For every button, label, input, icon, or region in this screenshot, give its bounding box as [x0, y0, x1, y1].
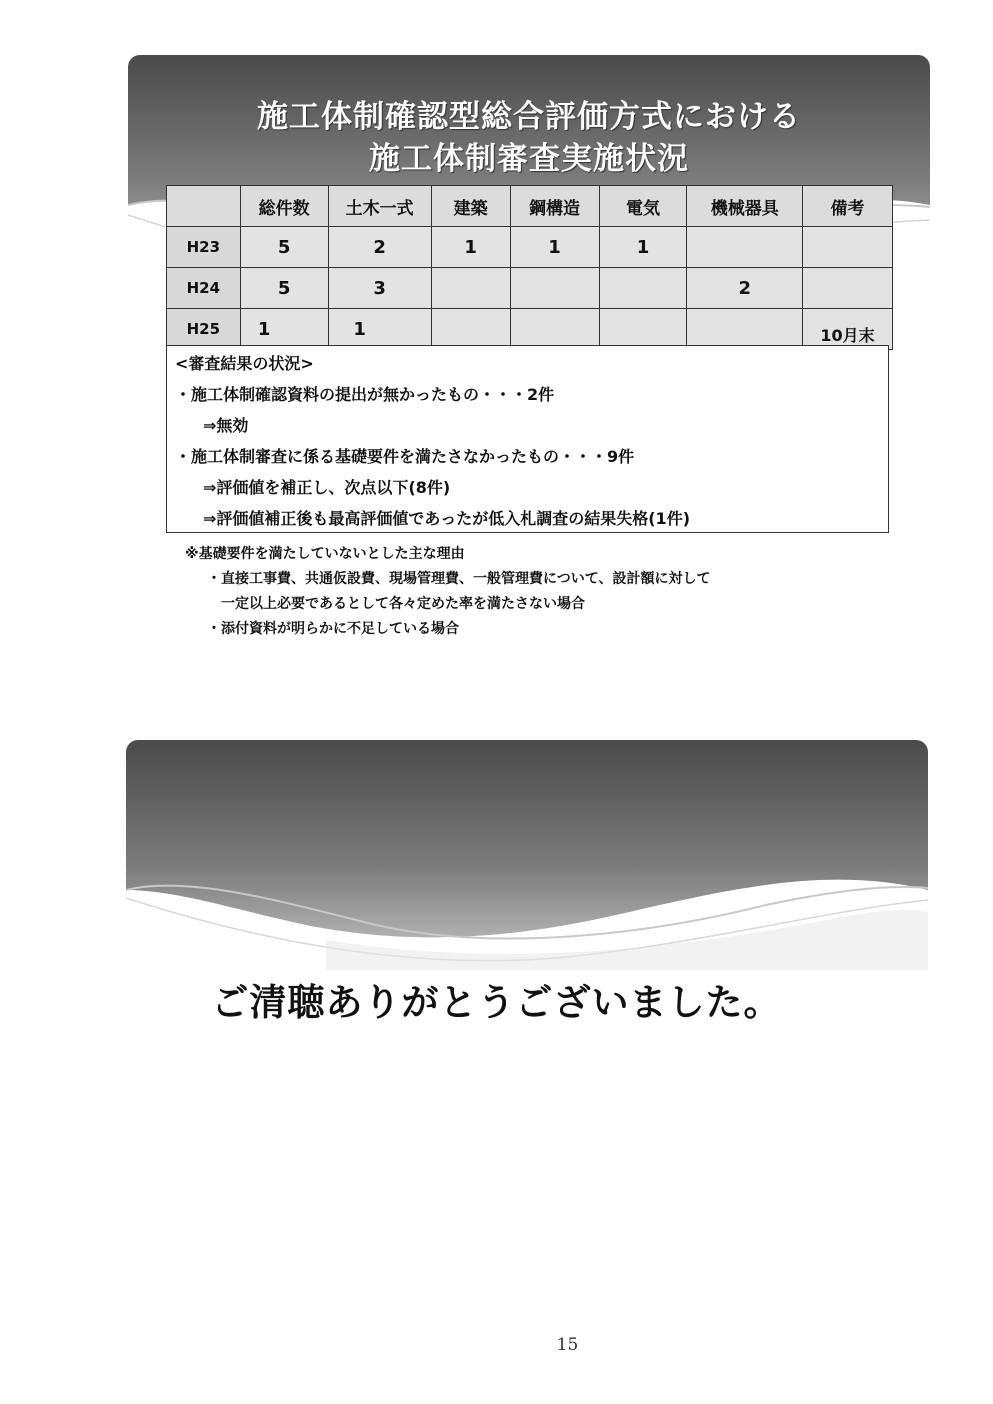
header-cell-empty: [167, 186, 241, 227]
row-machinery: [687, 309, 803, 350]
row-electric: [599, 268, 687, 309]
row-steel: [510, 268, 599, 309]
footnote-reason-1-cont: 一定以上必要であるとして各々定めた率を満たさない場合: [221, 596, 585, 612]
header-cell-machinery: 機械器具: [687, 186, 803, 227]
row-civil: 3: [328, 268, 431, 309]
footnote-heading: ※基礎要件を満たしていないとした主な理由: [185, 546, 465, 562]
results-item-1: ・施工体制確認資料の提出が無かったもの・・・2件: [175, 385, 555, 404]
header-cell-electric: 電気: [599, 186, 687, 227]
header-cell-note: 備考: [802, 186, 892, 227]
row-note: [802, 227, 892, 268]
table-header-row: [167, 186, 893, 227]
table-row: [167, 268, 893, 309]
row-electric: [599, 309, 687, 350]
row-electric: 1: [599, 227, 687, 268]
title-line-1: 施工体制確認型総合評価方式における: [257, 99, 801, 135]
row-total: 5: [240, 227, 328, 268]
row-total: 5: [240, 268, 328, 309]
footnote-reason-2: ・添付資料が明らかに不足している場合: [207, 621, 459, 637]
row-building: 1: [431, 227, 510, 268]
table-row: [167, 309, 893, 350]
row-machinery: [687, 227, 803, 268]
row-machinery: 2: [687, 268, 803, 309]
slide2-banner: [126, 740, 928, 970]
results-item-2-result-1: ⇒評価値を補正し、次点以下(8件): [203, 478, 451, 497]
row-building: [431, 309, 510, 350]
results-item-2-result-2: ⇒評価値補正後も最高評価値であったが低入札調査の結果失格(1件): [203, 509, 691, 528]
header-cell-building: 建築: [431, 186, 510, 227]
results-heading: <審査結果の状況>: [175, 354, 314, 373]
thanks-message: ご清聴ありがとうございました。: [211, 981, 782, 1024]
header-cell-total: 総件数: [240, 186, 328, 227]
row-year: H25: [167, 309, 241, 350]
row-year: H23: [167, 227, 241, 268]
page-number: 15: [556, 1335, 579, 1355]
row-steel: [510, 309, 599, 350]
slide1-title: [128, 96, 930, 180]
row-total: 1: [240, 309, 328, 350]
row-year: H24: [167, 268, 241, 309]
table-row: [167, 227, 893, 268]
header-cell-civil: 土木一式: [328, 186, 431, 227]
row-note: 10月末: [802, 309, 892, 350]
results-item-2: ・施工体制審査に係る基礎要件を満たさなかったもの・・・9件: [175, 447, 635, 466]
status-table: [166, 185, 893, 350]
row-civil: 2: [328, 227, 431, 268]
row-note: [802, 268, 892, 309]
slide2-banner-wave: [126, 740, 928, 970]
footnote-reason-1: ・直接工事費、共通仮設費、現場管理費、一般管理費について、設計額に対して: [207, 571, 711, 587]
row-building: [431, 268, 510, 309]
header-cell-steel: 鋼構造: [510, 186, 599, 227]
results-box: [166, 345, 889, 533]
results-item-1-result: ⇒無効: [203, 416, 249, 435]
title-line-2: 施工体制審査実施状況: [369, 141, 689, 177]
row-steel: 1: [510, 227, 599, 268]
row-civil: 1: [328, 309, 431, 350]
footnotes: [185, 542, 905, 642]
